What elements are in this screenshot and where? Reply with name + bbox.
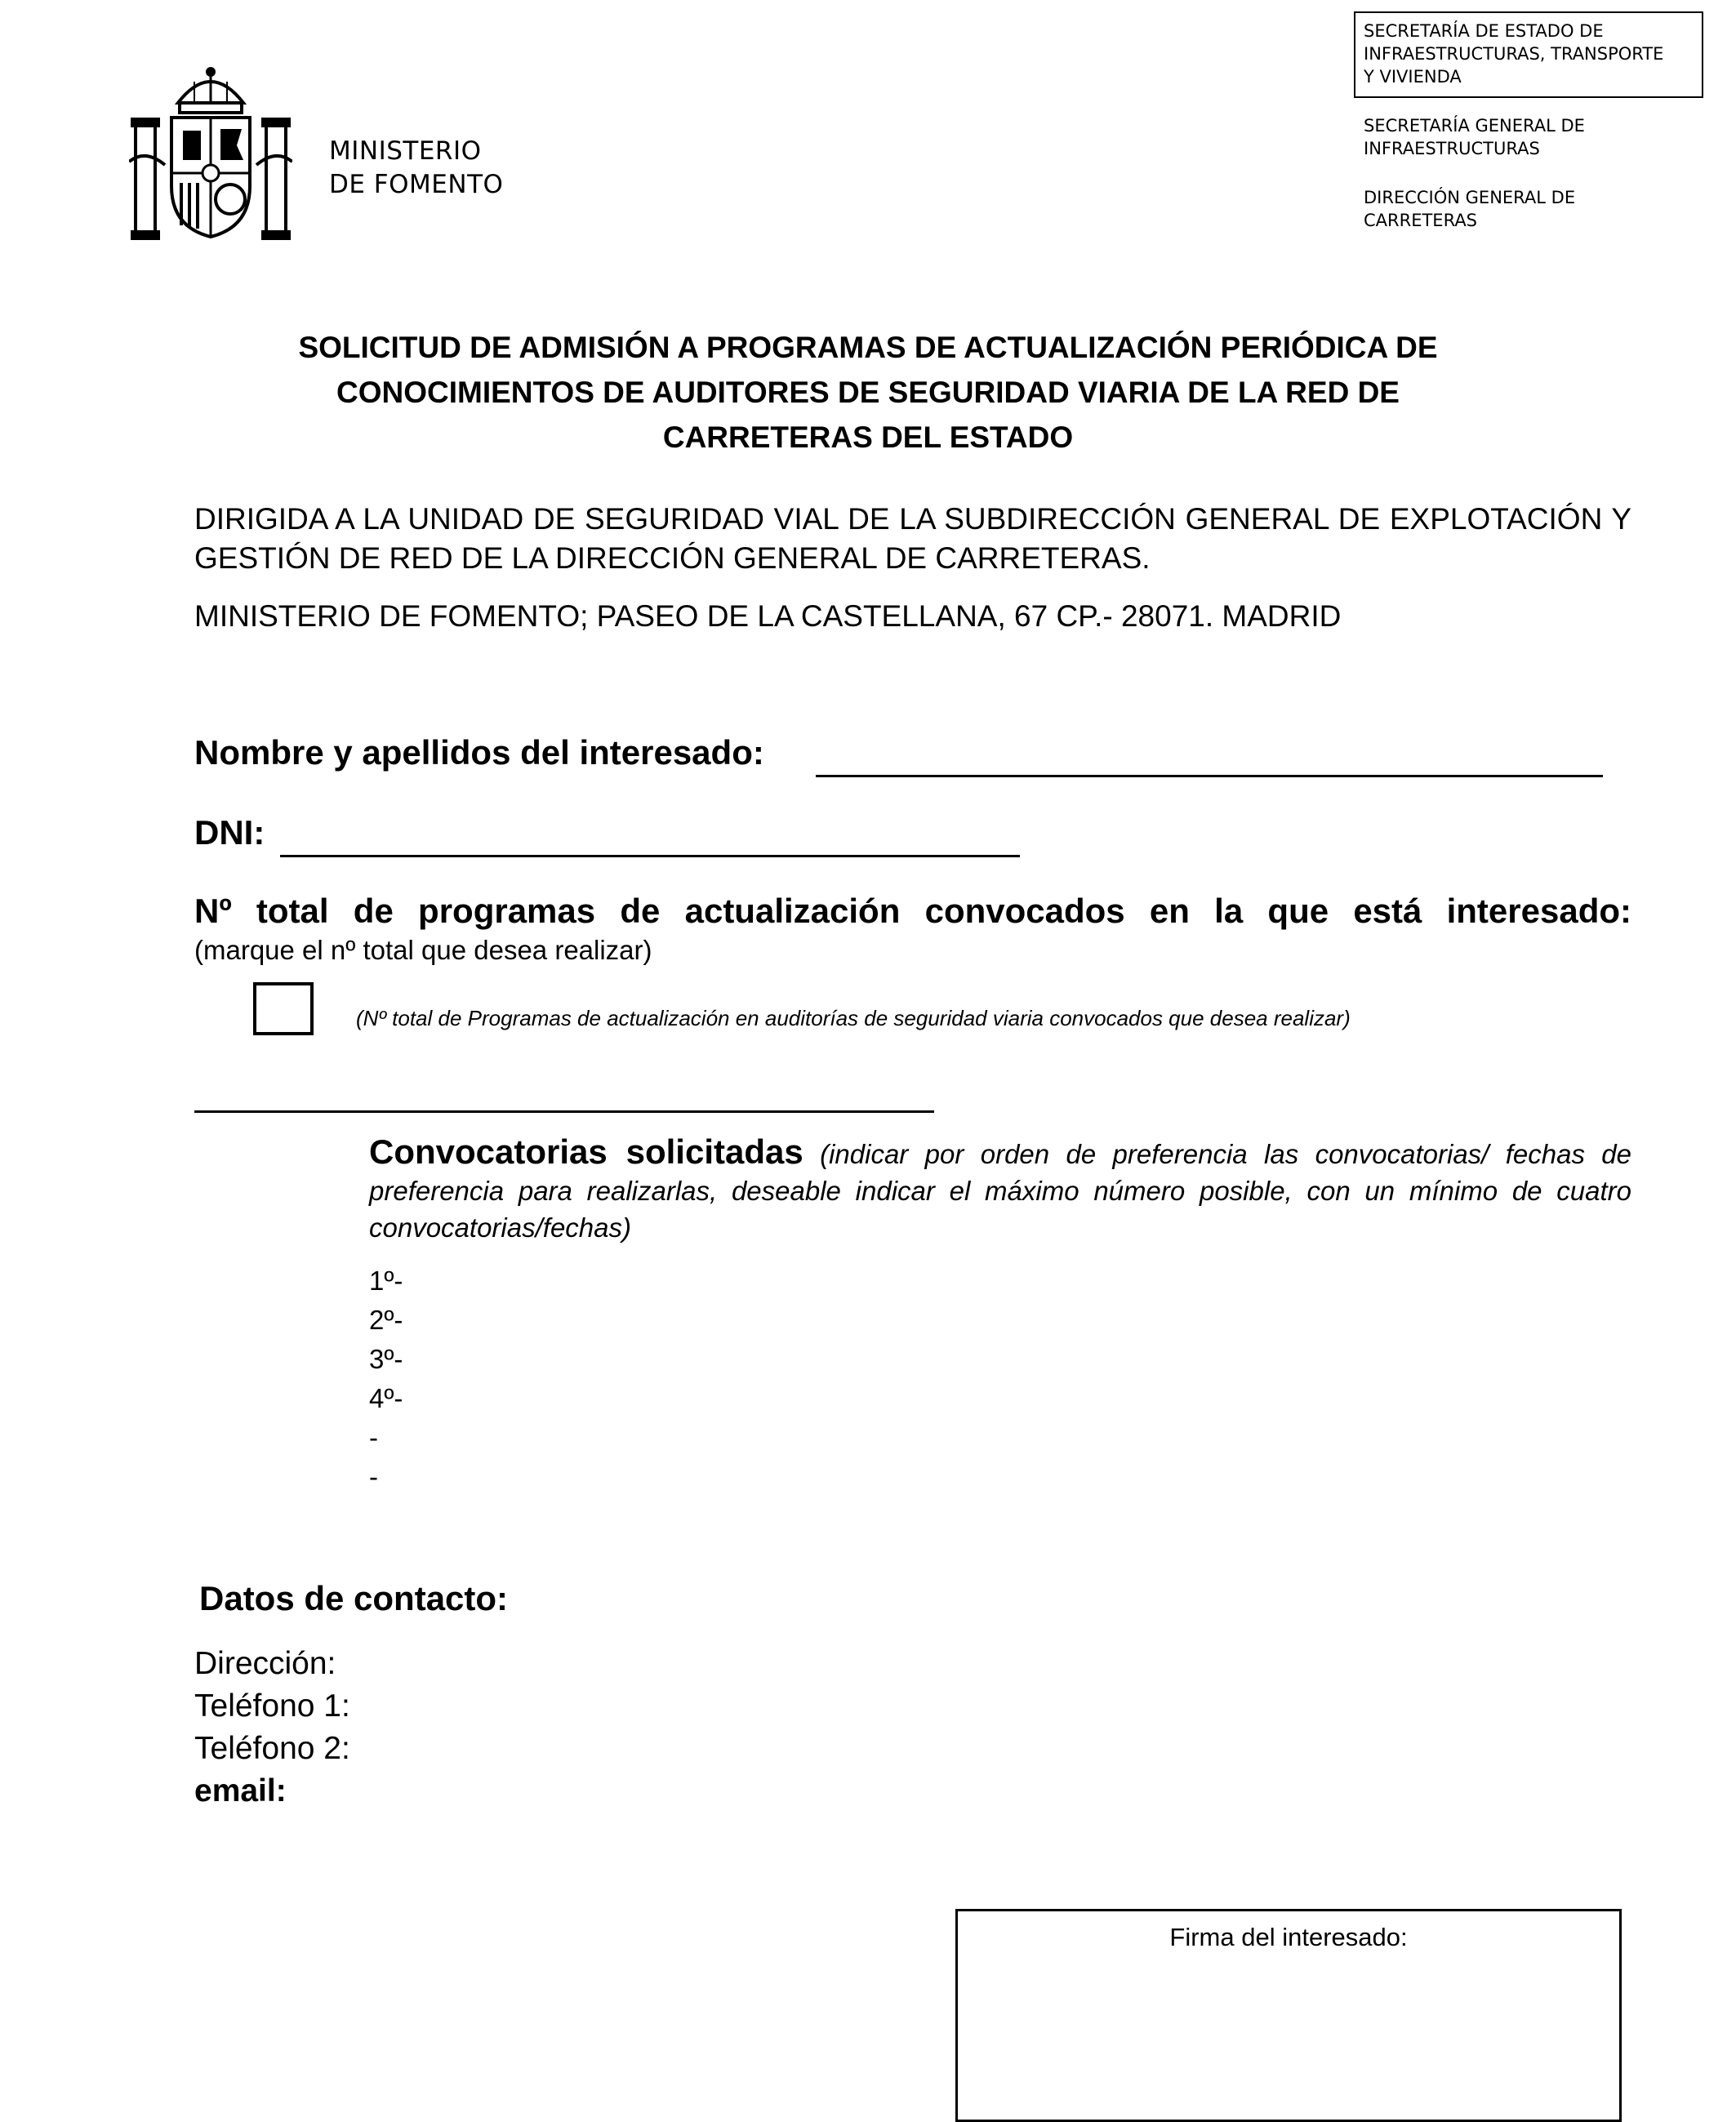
convocatoria-item[interactable]: 1º- — [369, 1266, 403, 1296]
ministry-line-1: MINISTERIO — [329, 136, 482, 166]
convocatoria-item[interactable]: 2º- — [369, 1305, 403, 1335]
convocatoria-item[interactable]: - — [369, 1422, 378, 1452]
title-line: CONOCIMIENTOS DE AUDITORES DE SEGURIDAD VIARIA DE LA RED DE — [336, 376, 1400, 409]
addressed-to: DIRIGIDA A LA UNIDAD DE SEGURIDAD VIAL DE LA SUBDIRECCIÓN GENERAL DE EXPLOTACIÓN Y GESTIÓN DE RED DE LA DIRECCIÓN GENERAL DE CARRETERAS. — [194, 502, 1631, 575]
signature-label: Firma del interesado: — [1169, 1923, 1408, 1951]
secretaria-general — [1364, 114, 1585, 160]
convocatoria-item[interactable]: 3º- — [369, 1344, 403, 1374]
document-title — [212, 325, 1524, 460]
name-field[interactable] — [816, 775, 1603, 777]
secretaria-estado-line: INFRAESTRUCTURAS, TRANSPORTE — [1364, 44, 1664, 64]
secretaria-estado-line: Y VIVIENDA — [1364, 67, 1462, 87]
secretaria-general-line: SECRETARÍA GENERAL DE — [1364, 116, 1585, 136]
contact-fields — [194, 1643, 350, 1813]
convocatorias-description: (indicar por orden de preferencia las convocatorias/ fechas de preferencia para realizarlas, deseable indicar el máximo número posible, con un mínimo de cuatro convocatorias/fechas) — [369, 1139, 1632, 1243]
name-label: Nombre y apellidos del interesado: — [194, 733, 764, 772]
convocatoria-item[interactable]: 4º- — [369, 1383, 403, 1413]
divider-line — [194, 1110, 934, 1113]
convocatorias-section — [369, 1133, 1631, 1246]
dni-field[interactable] — [280, 855, 1020, 857]
secretaria-general-line: INFRAESTRUCTURAS — [1364, 139, 1540, 158]
direccion-general-line: CARRETERAS — [1364, 211, 1478, 230]
convocatorias-list — [369, 1261, 403, 1497]
contact-title: Datos de contacto: — [199, 1579, 509, 1617]
direccion-general-line: DIRECCIÓN GENERAL DE — [1364, 188, 1576, 207]
total-programs-note: (marque el nº total que desea realizar) — [194, 935, 652, 965]
dni-label: DNI: — [194, 813, 265, 852]
signature-box[interactable] — [955, 1909, 1622, 2122]
ministry-line-2: DE FOMENTO — [329, 170, 504, 199]
coat-of-arms-logo — [129, 64, 292, 245]
total-programs-label: Nº total de programas de actualización convocados en la que está interesado: — [194, 892, 1631, 930]
title-line: SOLICITUD DE ADMISIÓN A PROGRAMAS DE ACTUALIZACIÓN PERIÓDICA DE — [298, 331, 1438, 364]
total-programs-checkbox[interactable] — [253, 982, 314, 1035]
convocatoria-item[interactable]: - — [369, 1461, 378, 1492]
secretaria-estado-line: SECRETARÍA DE ESTADO DE — [1364, 21, 1604, 41]
convocatorias-heading: Convocatorias solicitadas — [369, 1132, 803, 1171]
ministry-name — [329, 135, 503, 202]
checkbox-note: (Nº total de Programas de actualización en auditorías de seguridad viaria convocados que desea realizar) — [356, 1006, 1351, 1030]
direccion-general — [1364, 186, 1575, 232]
postal-address: MINISTERIO DE FOMENTO; PASEO DE LA CASTELLANA, 67 CP.- 28071. MADRID — [194, 599, 1342, 633]
telefono-1-field[interactable]: Teléfono 1: — [194, 1688, 350, 1724]
email-field[interactable]: email: — [194, 1773, 287, 1808]
secretaria-estado-box — [1354, 11, 1703, 98]
telefono-2-field[interactable]: Teléfono 2: — [194, 1731, 350, 1766]
direccion-field[interactable]: Dirección: — [194, 1646, 336, 1681]
title-line: CARRETERAS DEL ESTADO — [662, 420, 1074, 454]
